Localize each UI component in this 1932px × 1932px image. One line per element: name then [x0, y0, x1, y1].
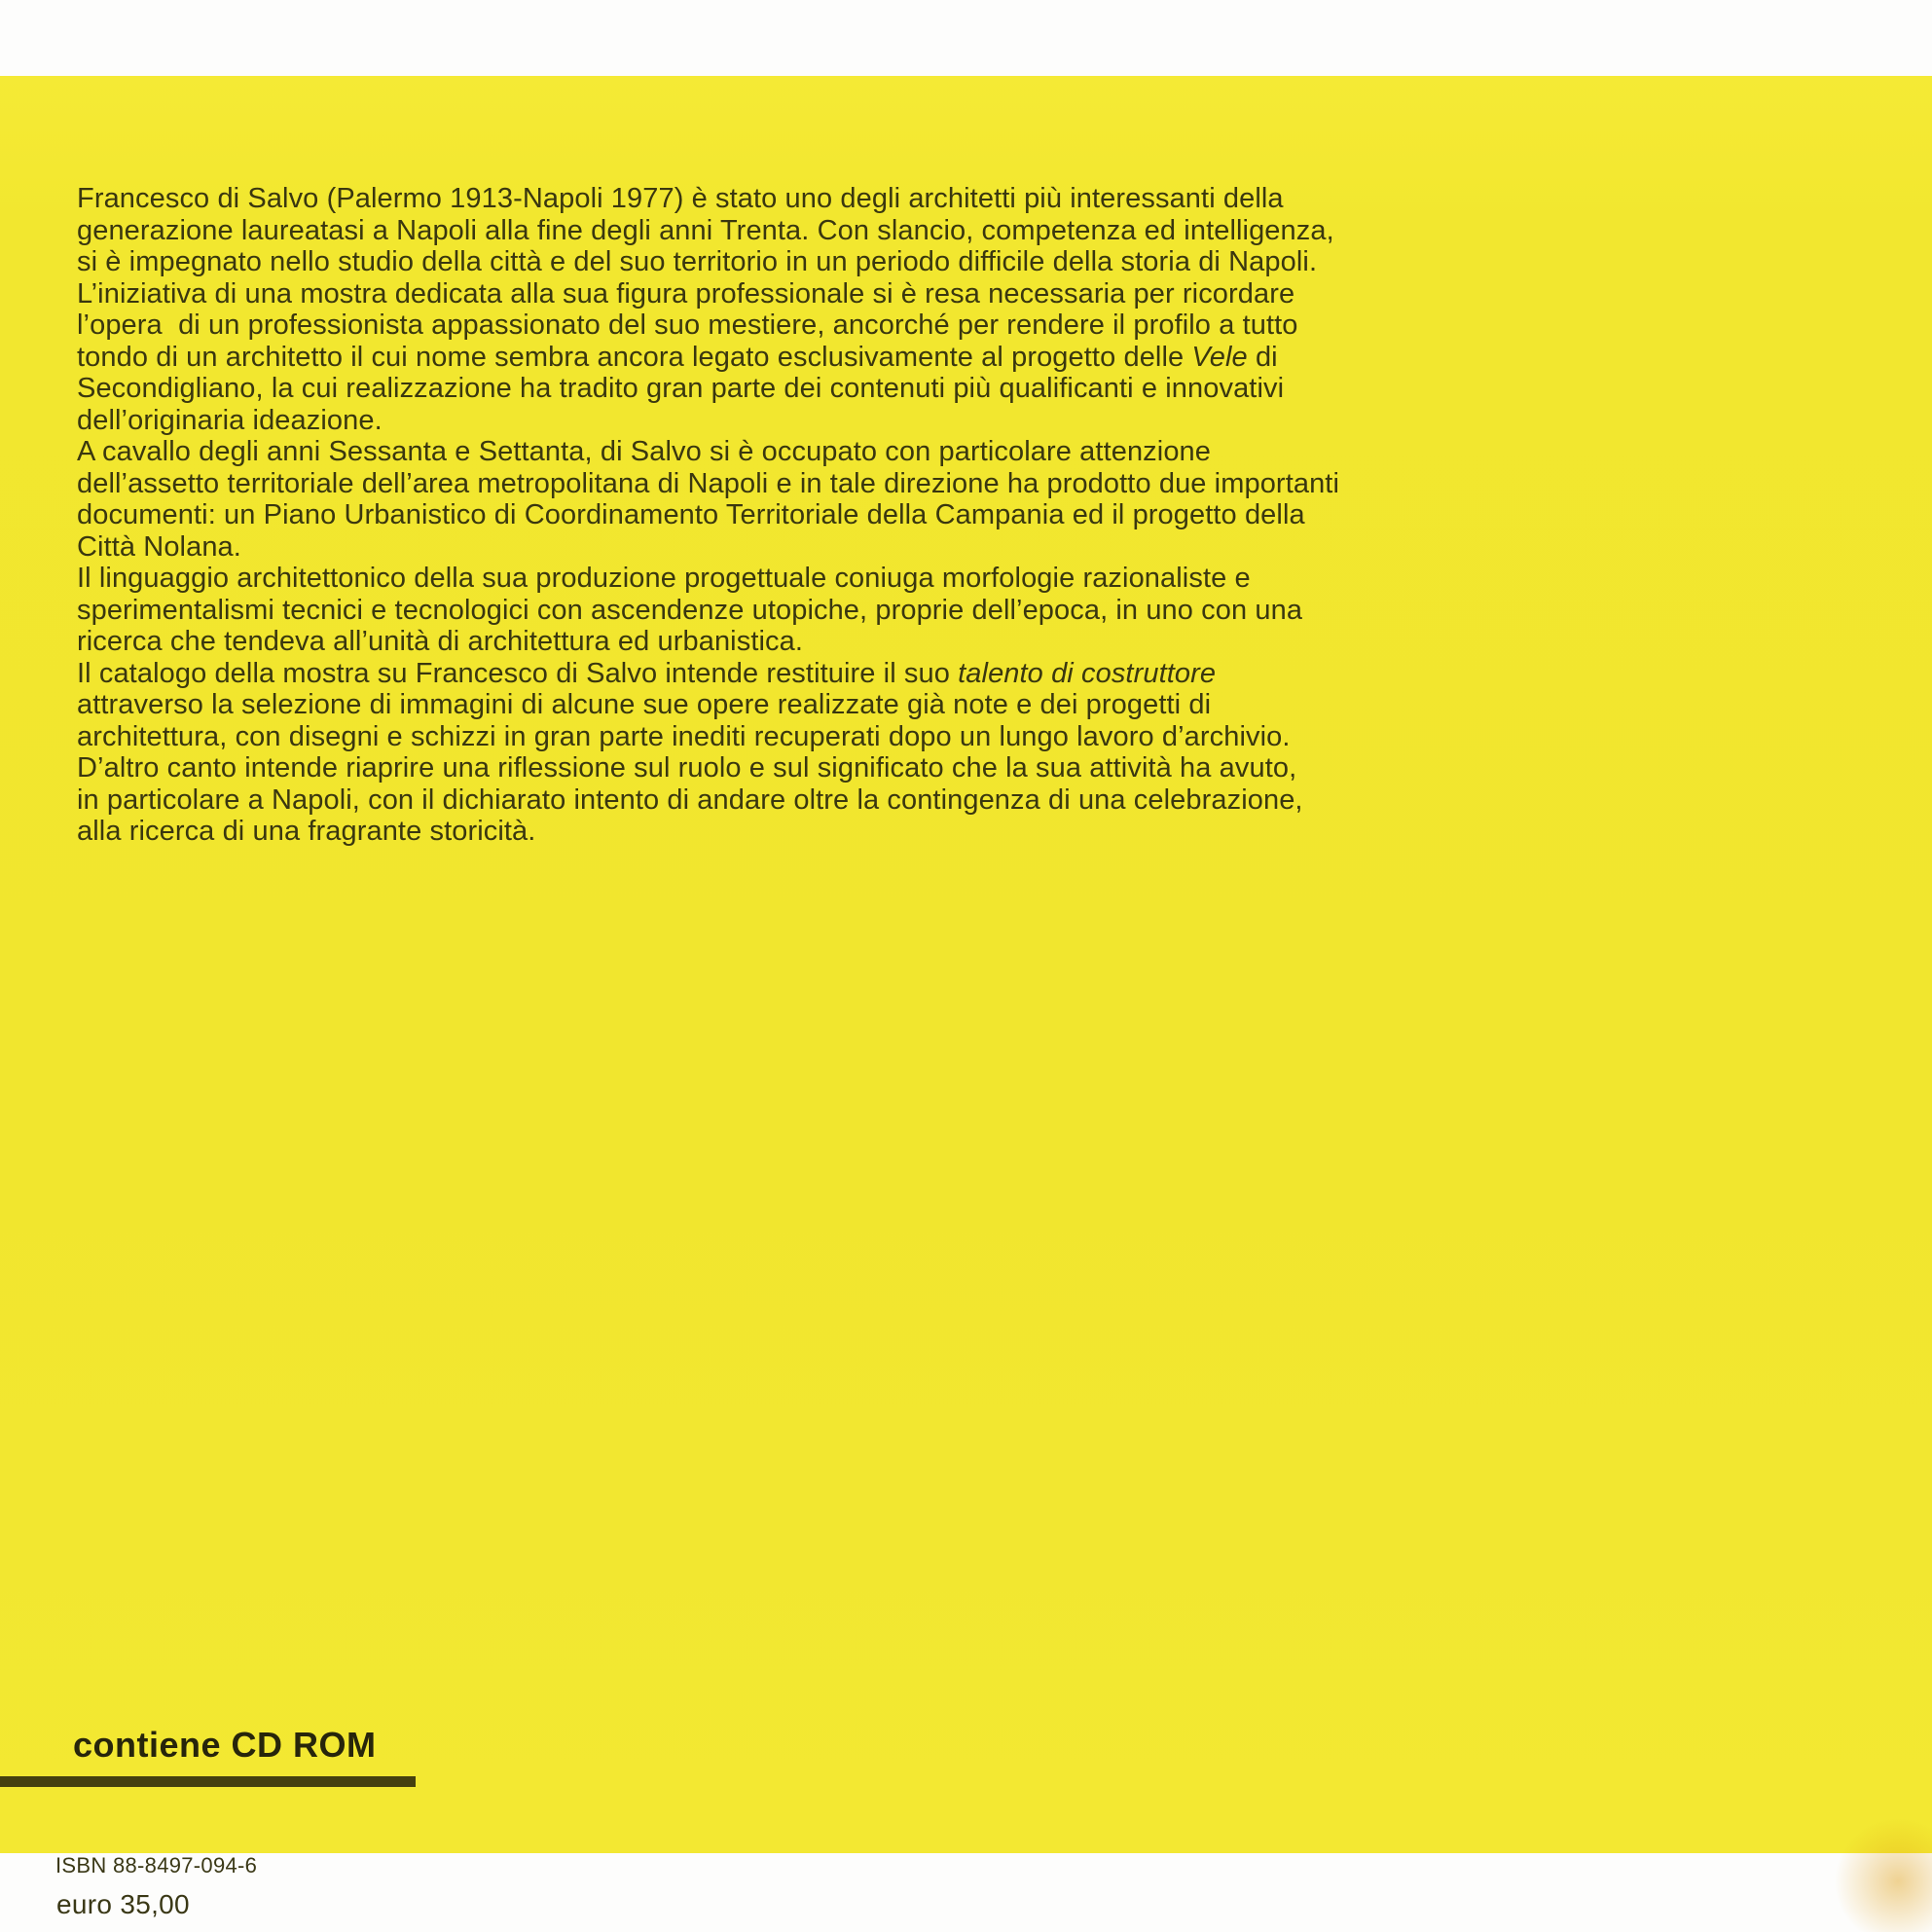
text-line: L’iniziativa di una mostra dedicata alla sua figura professionale si è resa necessaria per ricordare — [77, 277, 1295, 310]
text-line: architettura, con disegni e schizzi in gran parte inediti recuperati dopo un lungo lavoro d’archivio. — [77, 720, 1291, 752]
description-text — [77, 183, 1459, 848]
price-text: euro 35,00 — [56, 1889, 190, 1919]
text-line: Francesco di Salvo (Palermo 1913-Napoli 1977) è stato uno degli architetti più interessanti della — [77, 183, 1284, 214]
text-line: Città Nolana. — [77, 530, 241, 563]
divider-rule — [0, 1776, 416, 1787]
text-line: generazione laureatasi a Napoli alla fine degli anni Trenta. Con slancio, competenza ed intelligenza, — [77, 214, 1334, 246]
text-line: attraverso la selezione di immagini di alcune sue opere realizzate già note e dei progetti di — [77, 689, 1212, 720]
text-line: ricerca che tendeva all’unità di architettura ed urbanistica. — [77, 626, 804, 657]
text-line: sperimentalismi tecnici e tecnologici con ascendenze utopiche, proprie dell’epoca, in uno con una — [77, 594, 1303, 626]
text-line: tondo di un architetto il cui nome sembra ancora legato esclusivamente al progetto delle Vele di — [77, 341, 1278, 373]
text-line: Il linguaggio architettonico della sua produzione progettuale coniuga morfologie razionaliste e — [77, 563, 1251, 594]
text-line: documenti: un Piano Urbanistico di Coordinamento Territoriale della Campania ed il progetto della — [77, 499, 1305, 530]
text-line: dell’assetto territoriale dell’area metropolitana di Napoli e in tale direzione ha prodotto due importanti — [77, 467, 1340, 499]
text-line: l’opera di un professionista appassionato del suo mestiere, ancorché per rendere il profilo a tutto — [77, 310, 1298, 341]
text-line: si è impegnato nello studio della città e del suo territorio in un periodo difficile della storia di Napoli. — [77, 246, 1318, 277]
text-line: dell’originaria ideazione. — [77, 404, 383, 436]
isbn-text: ISBN 88-8497-094-6 — [55, 1853, 258, 1877]
text-line: alla ricerca di una fragrante storicità. — [77, 816, 536, 847]
cd-rom-label: contiene CD ROM — [73, 1725, 377, 1765]
text-line: Secondigliano, la cui realizzazione ha tradito gran parte dei contenuti più qualificanti e innovativi — [77, 373, 1285, 404]
text-line: Il catalogo della mostra su Francesco di Salvo intende restituire il suo talento di costruttore — [77, 657, 1217, 689]
text-line: D’altro canto intende riaprire una riflessione sul ruolo e sul significato che la sua attività ha avuto, — [77, 752, 1297, 784]
cover-background — [0, 76, 1932, 1919]
scan-smudge — [1835, 1818, 1932, 1932]
text-line: A cavallo degli anni Sessanta e Settanta, di Salvo si è occupato con particolare attenzione — [77, 436, 1212, 467]
text-line: in particolare a Napoli, con il dichiarato intento di andare oltre la contingenza di una celebrazione, — [77, 784, 1303, 816]
